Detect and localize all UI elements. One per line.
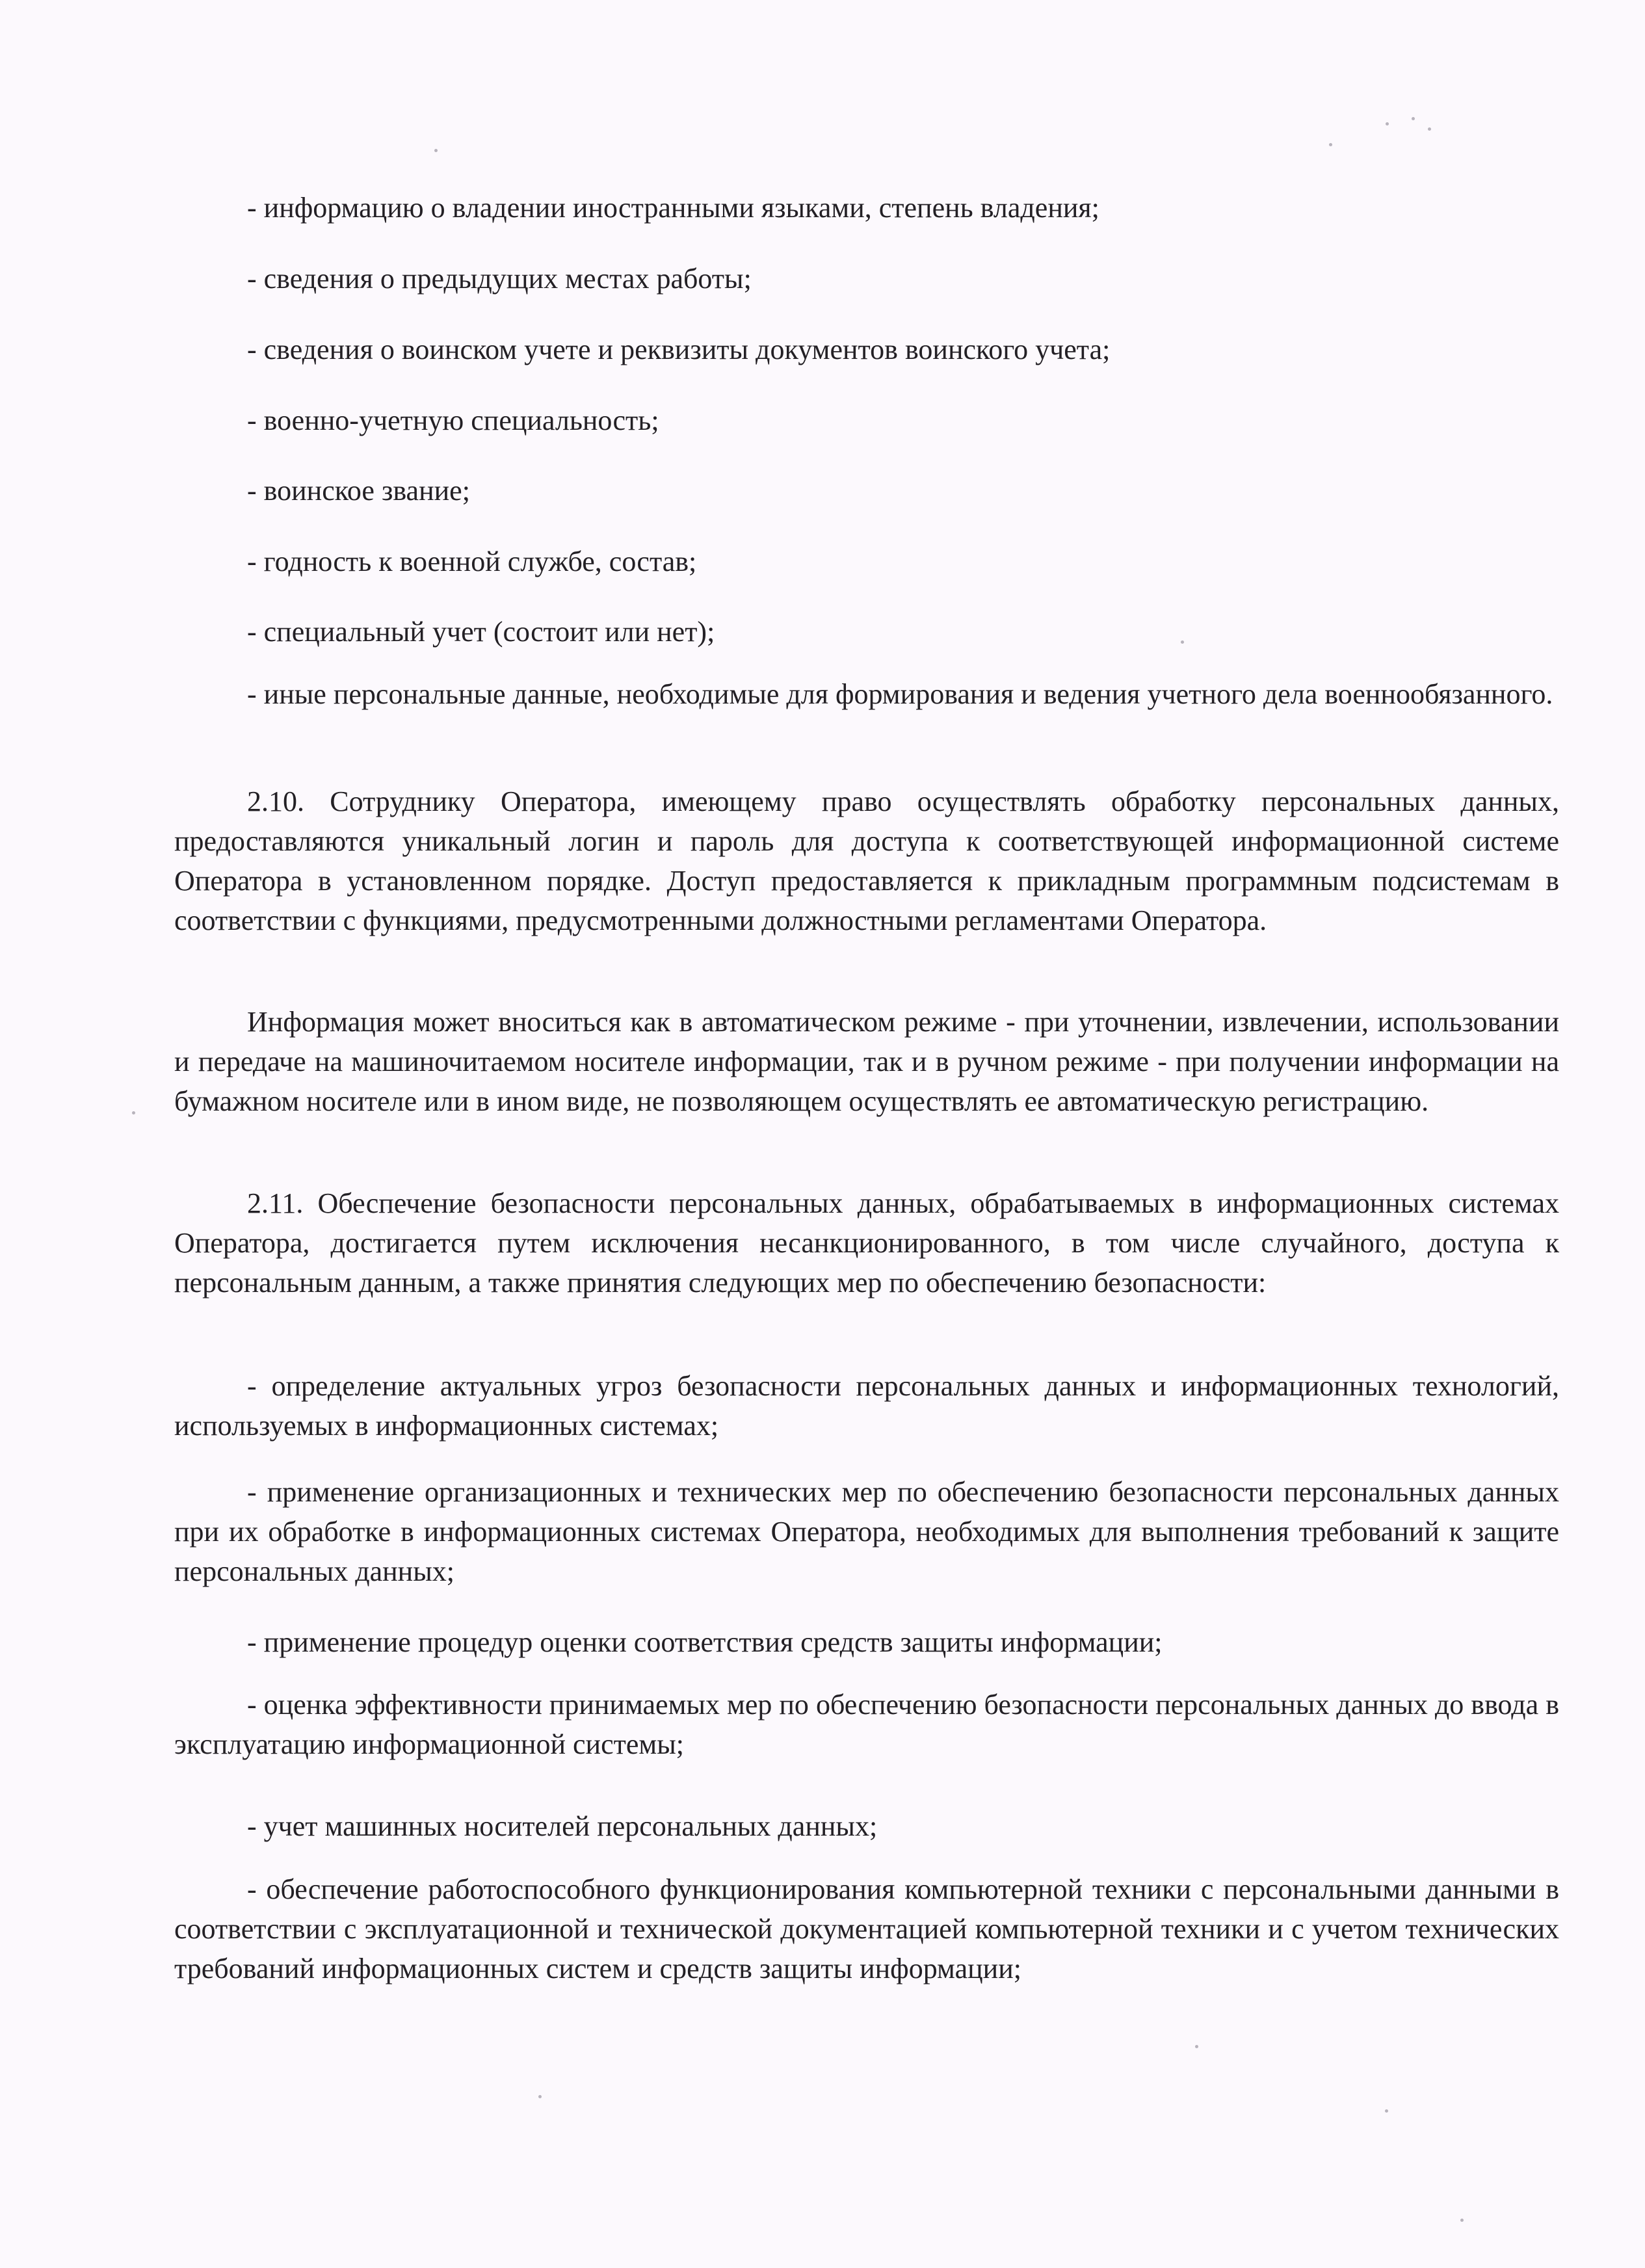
paragraph-info-input: Информация может вноситься как в автоматическом режиме - при уточнении, извлечении, использовании и передаче на машиночитаемом носителе информации, так и в ручном режиме - при получении информации на бумажном носителе или в ином виде, не позволяющем осуществлять ее автоматическую регистрацию. (174, 1006, 1559, 1117)
list-item: - информацию о владении иностранными языками, степень владения; (247, 192, 1099, 224)
list-item: - сведения о предыдущих местах работы; (247, 263, 752, 295)
list-item: - военно-учетную специальность; (247, 404, 659, 436)
scan-speck (132, 1111, 135, 1114)
list-item: - оценка эффективности принимаемых мер по обеспечению безопасности персональных данных до ввода в эксплуатацию информационной системы; (174, 1689, 1559, 1760)
list-item: - иные персональные данные, необходимые для формирования и ведения учетного дела военнообязанного. (247, 678, 1553, 710)
scan-speck (1386, 122, 1389, 125)
list-item: - годность к военной службе, состав; (247, 546, 697, 577)
scan-speck (1181, 640, 1184, 644)
list-item: - специальный учет (состоит или нет); (247, 616, 715, 648)
list-item: - определение актуальных угроз безопасности персональных данных и информационных технологий, используемых в информационных системах; (174, 1370, 1559, 1442)
list-item: - обеспечение работоспособного функционирования компьютерной техники с персональными данными в соответствии с эксплуатационной и технической документацией компьютерной техники и с учетом технических требований информационных систем и средств защиты информации; (174, 1873, 1559, 1984)
list-item: - сведения о воинском учете и реквизиты документов воинского учета; (247, 334, 1111, 365)
scan-speck (538, 2095, 542, 2098)
scan-speck (1428, 127, 1431, 131)
list-item: - применение процедур оценки соответствия средств защиты информации; (247, 1626, 1163, 1658)
paragraph-2-10: 2.10. Сотруднику Оператора, имеющему право осуществлять обработку персональных данных, предоставляются уникальный логин и пароль для доступа к соответствующей информационной системе Оператора в установленном порядке. Доступ предоставляется к прикладным программным подсистемам в соответствии с функциями, предусмотренными должностными регламентами Оператора. (174, 785, 1559, 936)
scan-speck (1460, 2219, 1464, 2222)
scan-speck (1195, 2045, 1198, 2048)
scan-speck (434, 149, 438, 152)
scan-speck (1412, 117, 1415, 120)
list-item: - учет машинных носителей персональных данных; (247, 1810, 878, 1842)
scan-speck (1385, 2109, 1388, 2113)
paragraph-2-11: 2.11. Обеспечение безопасности персональных данных, обрабатываемых в информационных системах Оператора, достигается путем исключения несанкционированного, в том числе случайного, доступа к персональным данным, а также принятия следующих мер по обеспечению безопасности: (174, 1187, 1559, 1299)
list-item: - воинское звание; (247, 475, 470, 507)
scan-speck (1329, 143, 1332, 146)
list-item: - применение организационных и технических мер по обеспечению безопасности персональных данных при их обработке в информационных системах Оператора, необходимых для выполнения требований к защите персональных данных; (174, 1476, 1559, 1587)
